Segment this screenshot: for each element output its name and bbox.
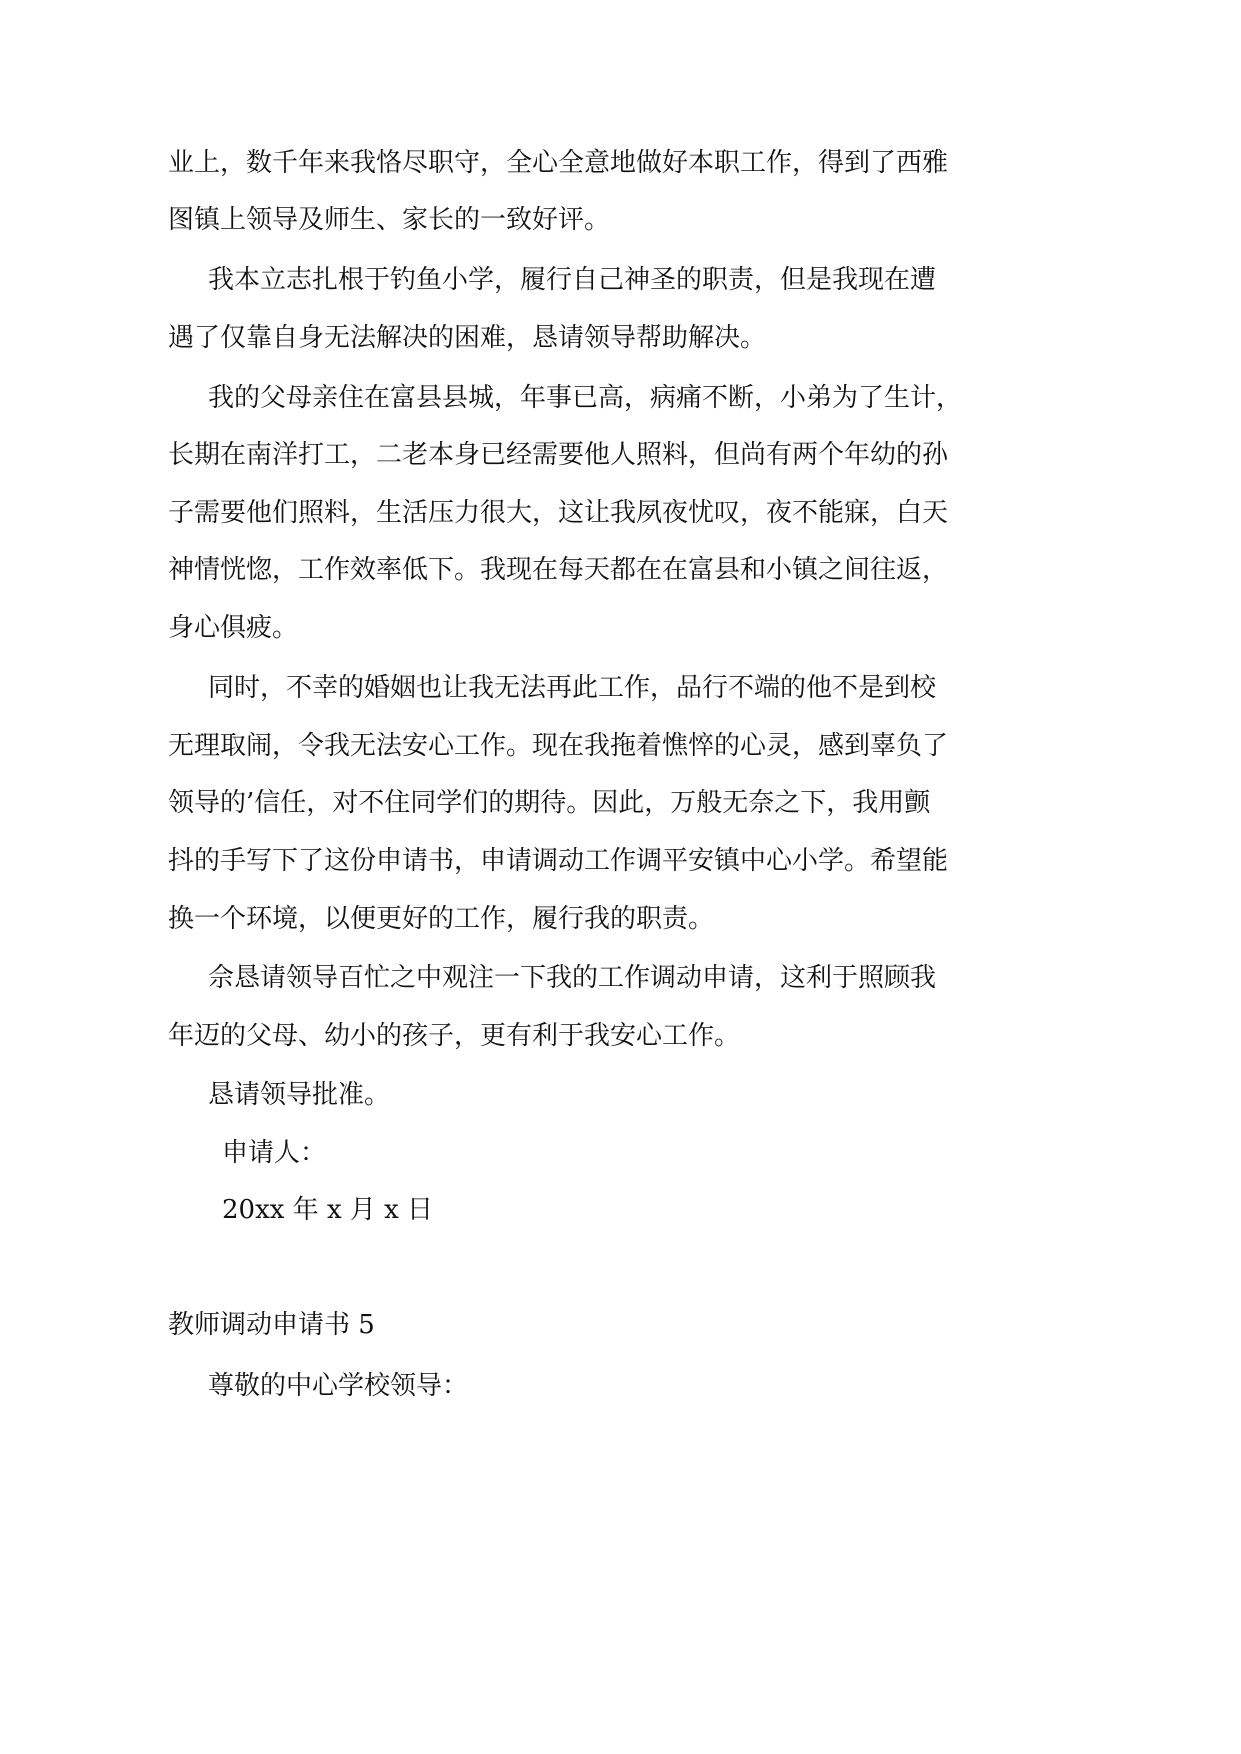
paragraph-line: 子需要他们照料，生活压力很大，这让我夙夜忧叹，夜不能寐，白天 xyxy=(168,498,949,528)
paragraph-line: 无理取闹，令我无法安心工作。现在我拖着憔悴的心灵，感到辜负了 xyxy=(168,731,949,761)
signature-date: 20xx 年 x 月 x 日 xyxy=(222,1195,434,1225)
paragraph-line: 业上，数千年来我恪尽职守，全心全意地做好本职工作，得到了西雅 xyxy=(168,148,949,178)
paragraph-line: 换一个环境，以便更好的工作，履行我的职责。 xyxy=(168,904,715,934)
paragraph-first-line: 同时，不幸的婚姻也让我无法再此工作，品行不端的他不是到校 xyxy=(208,673,937,703)
closing-request: 恳请领导批准。 xyxy=(208,1080,391,1110)
paragraph-line: 身心俱疲。 xyxy=(168,613,299,643)
section-title: 教师调动申请书 5 xyxy=(168,1310,375,1340)
paragraph-line: 图镇上领导及师生、家长的一致好评。 xyxy=(168,205,611,235)
paragraph-line: 抖的手写下了这份申请书，申请调动工作调平安镇中心小学。希望能 xyxy=(168,846,949,876)
paragraph-line: 长期在南洋打工，二老本身已经需要他人照料，但尚有两个年幼的孙 xyxy=(168,440,949,470)
paragraph-line: 年迈的父母、幼小的孩子，更有利于我安心工作。 xyxy=(168,1021,741,1051)
paragraph-line: 领导的’信任，对不住同学们的期待。因此，万般无奈之下，我用颤 xyxy=(168,788,931,818)
paragraph-first-line: 我本立志扎根于钓鱼小学，履行自己神圣的职责，但是我现在遭 xyxy=(208,265,937,295)
applicant-label: 申请人： xyxy=(222,1138,327,1168)
salutation: 尊敬的中心学校领导： xyxy=(208,1371,469,1401)
paragraph-first-line: 我的父母亲住在富县县城，年事已高，病痛不断，小弟为了生计， xyxy=(208,383,963,413)
paragraph-line: 遇了仅靠自身无法解决的困难，恳请领导帮助解决。 xyxy=(168,323,767,353)
paragraph-line: 神情恍惚，工作效率低下。我现在每天都在在富县和小镇之间往返， xyxy=(168,555,949,585)
paragraph-first-line: 佘恳请领导百忙之中观注一下我的工作调动申请，这利于照顾我 xyxy=(208,963,937,993)
